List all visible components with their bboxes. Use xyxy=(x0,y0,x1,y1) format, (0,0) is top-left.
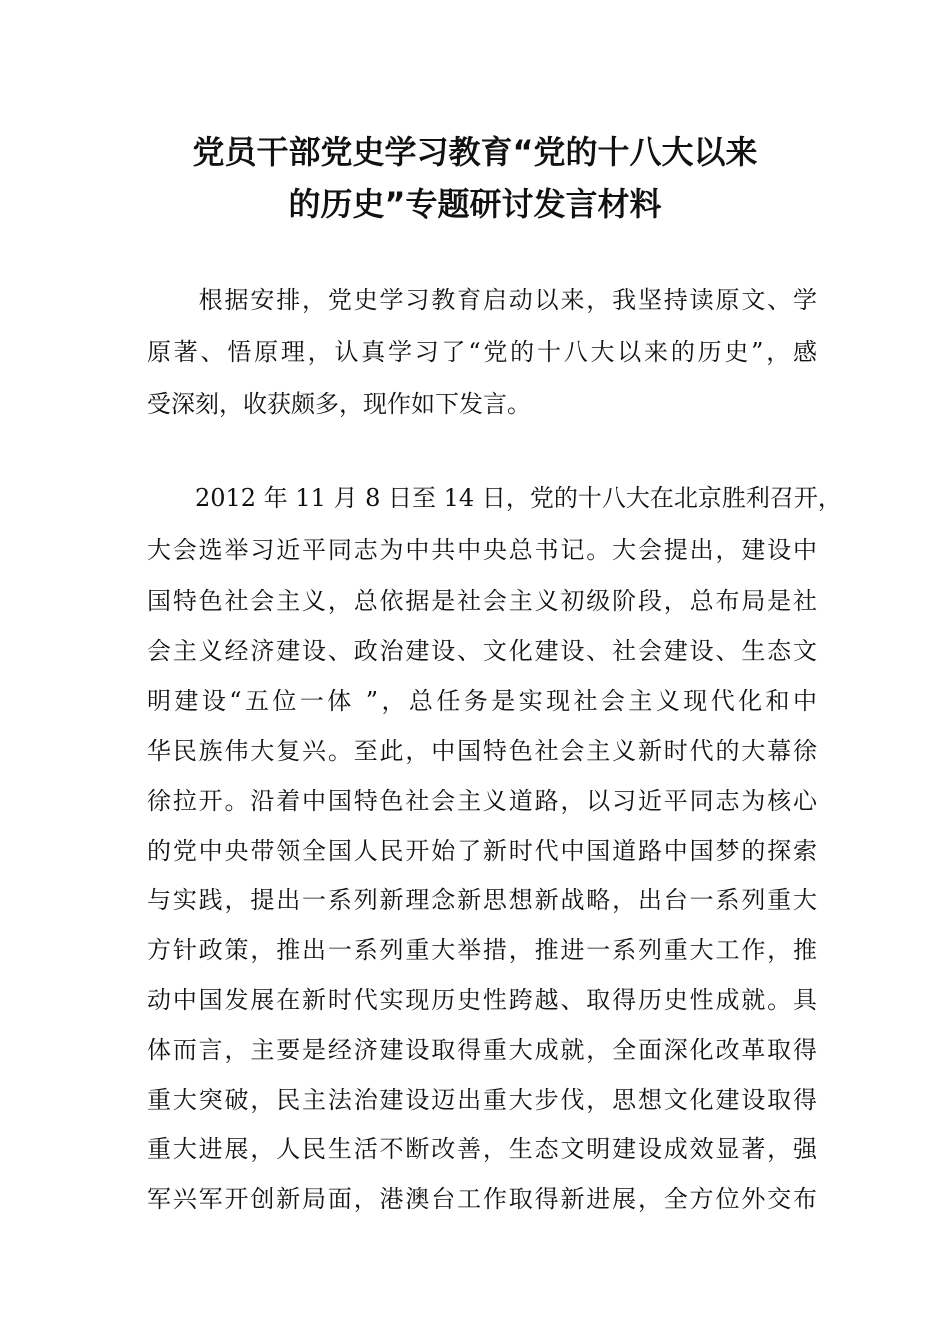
paragraph-1-line-2: 原著、悟原理，认真学习了“党的十八大以来的历史”，感 xyxy=(147,338,817,366)
paragraph-2-line-2: 大会选举习近平同志为中共中央总书记。大会提出，建设中 xyxy=(147,536,817,564)
document-title-line-1: 党员干部党史学习教育“党的十八大以来 xyxy=(192,133,758,171)
paragraph-2-line-5: 明建设“五位一体 ”，总任务是实现社会主义现代化和中 xyxy=(147,687,817,715)
paragraph-2-line-3: 国特色社会主义，总依据是社会主义初级阶段，总布局是社 xyxy=(147,587,817,615)
paragraph-2-line-4: 会主义经济建设、政治建设、文化建设、社会建设、生态文 xyxy=(147,637,817,665)
paragraph-1-line-1: 根据安排，党史学习教育启动以来，我坚持读原文、学 xyxy=(147,286,817,314)
paragraph-2-line-6: 华民族伟大复兴。至此，中国特色社会主义新时代的大幕徐 xyxy=(147,737,817,765)
document-title-line-2: 的历史”专题研讨发言材料 xyxy=(288,185,662,223)
paragraph-2-line-13: 重大突破，民主法治建设迈出重大步伐，思想文化建设取得 xyxy=(147,1086,817,1114)
paragraph-1-line-3: 受深刻，收获颇多，现作如下发言。 xyxy=(147,390,531,418)
paragraph-2-line-9: 与实践，提出一系列新理念新思想新战略，出台一系列重大 xyxy=(147,886,817,914)
paragraph-2-line-8: 的党中央带领全国人民开始了新时代中国道路中国梦的探索 xyxy=(147,837,817,865)
paragraph-2-line-12: 体而言，主要是经济建设取得重大成就，全面深化改革取得 xyxy=(147,1036,817,1064)
paragraph-2-line-1: 2012 年 11 月 8 日至 14 日，党的十八大在北京胜利召开， xyxy=(147,484,842,512)
paragraph-2-line-7: 徐拉开。沿着中国特色社会主义道路，以习近平同志为核心 xyxy=(147,787,817,815)
paragraph-2-line-15: 军兴军开创新局面，港澳台工作取得新进展，全方位外交布 xyxy=(147,1185,817,1213)
paragraph-2-line-10: 方针政策，推出一系列重大举措，推进一系列重大工作，推 xyxy=(147,936,817,964)
paragraph-2-line-14: 重大进展，人民生活不断改善，生态文明建设成效显著，强 xyxy=(147,1135,817,1163)
paragraph-2-line-11: 动中国发展在新时代实现历史性跨越、取得历史性成就。具 xyxy=(147,986,817,1014)
